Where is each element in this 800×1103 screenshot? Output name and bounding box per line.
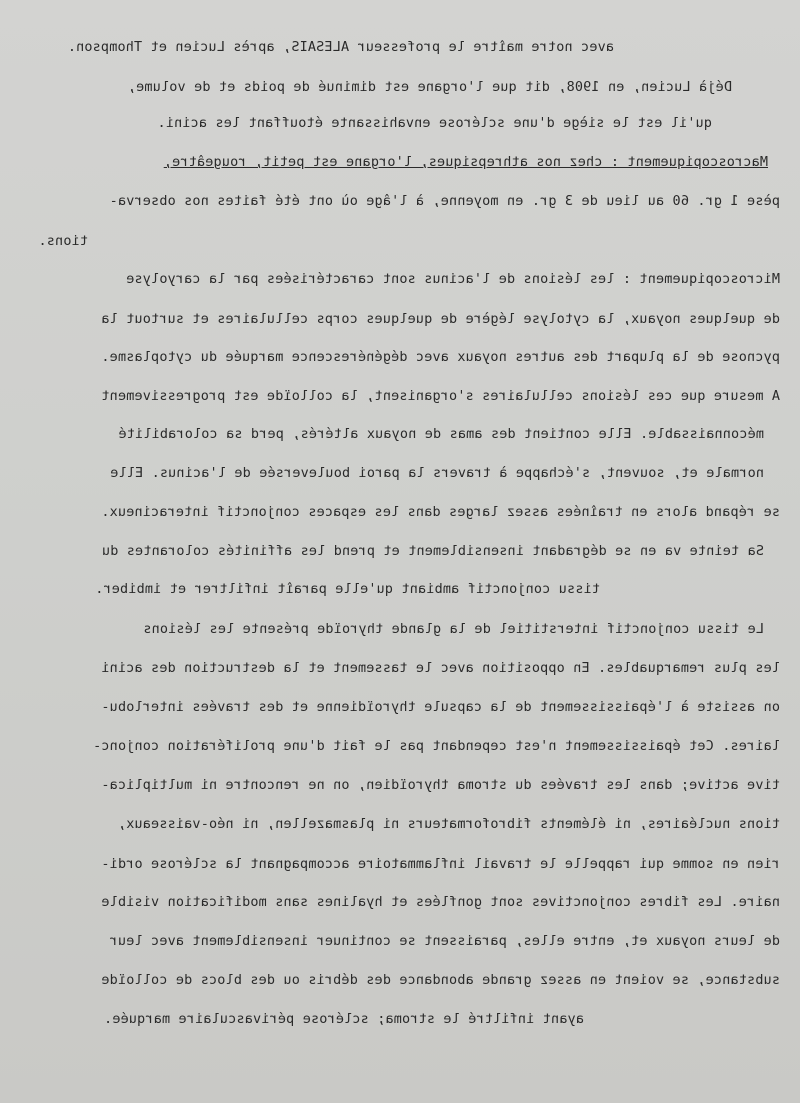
text-line: on assiste à l'épaississement de la capsule thyroïdienne et des travées interlobu- (101, 699, 780, 715)
text-line: se répand alors en traînées assez larges dans les espaces conjonctif interacineux. (101, 504, 780, 520)
text-line: qu'il est le siège d'une sclérose envahissante étouffant les acini. (157, 115, 712, 131)
text-line: avec notre maître le professeur ALESAIS, après Lucien et Thompson. (67, 39, 614, 55)
text-line: Le tissu conjonctif interstitiel de la glande thyroïde présente les lésions (143, 621, 764, 637)
text-line: laires. Cet épaississement n'est cependant pas le fait d'une prolifération conjonc- (92, 738, 780, 754)
text-line: tive active; dans les travées du stroma thyroïdien, on ne rencontre ni multiplica- (101, 777, 780, 793)
text-line: pèse 1 gr. 60 au lieu de 3 gr. en moyenne, à l'âge où ont été faites nos observa- (109, 193, 780, 209)
text-line: tions. (38, 233, 88, 249)
text-line: normale et, souvent, s'échappe à travers la paroi bouleversée de l'acinus. Elle (110, 465, 764, 481)
text-line: méconnaissable. Elle contient des amas de noyaux altérés, perd sa colorabilité (118, 426, 764, 442)
text-line: substance, se voient en assez grande abondance des débris ou des blocs de colloïde (101, 972, 780, 988)
text-line: les plus remarquables. En opposition avec le tassement et la destruction des acini (101, 660, 780, 676)
text-line: tions nucléaires, ni éléments fibroformateurs ni plasmazellen, ni néo-vaisseaux, (117, 816, 780, 832)
text-line: naire. Les fibres conjonctives sont gonflées et hyalines sans modification visible (101, 894, 780, 910)
text-line: de leurs noyaux et, entre elles, paraissent se continuer insensiblement avec leur (109, 933, 780, 949)
text-line: ayant infiltré le stroma; sclérose périvasculaire marquée. (103, 1011, 584, 1027)
text-line-heading: Microscopiquement : les lésions de l'acinus sont caractérisées par la caryolyse (126, 271, 780, 287)
text-line: de quelques noyaux, la cytolyse légère de quelques corps cellulaires et surtout la (101, 311, 780, 327)
text-line: rien en somme qui rappelle le travail inflammatoire accompagnant la sclérose ordi- (101, 856, 780, 872)
text-line-heading: Macroscopiquement : chez nos athrepsiques, l'organe est petit, rougeâtre, (163, 154, 768, 170)
text-line: Sa teinte va en se dégradant insensiblement et prend les affinités colorantes du (101, 543, 764, 559)
text-line: A mesure que ces lésions cellulaires s'organisent, la colloïde est progressivement (101, 388, 780, 404)
text-line: Déjà Lucien, en 1908, dit que l'organe est diminué de poids et de volume, (127, 79, 732, 95)
text-line: tissu conjonctif ambiant qu'elle paraît infiltrer et imbiber. (95, 581, 600, 597)
text-line: pycnose de la plupart des autres noyaux avec dégénérescence marquée du cytoplasme. (101, 349, 780, 365)
